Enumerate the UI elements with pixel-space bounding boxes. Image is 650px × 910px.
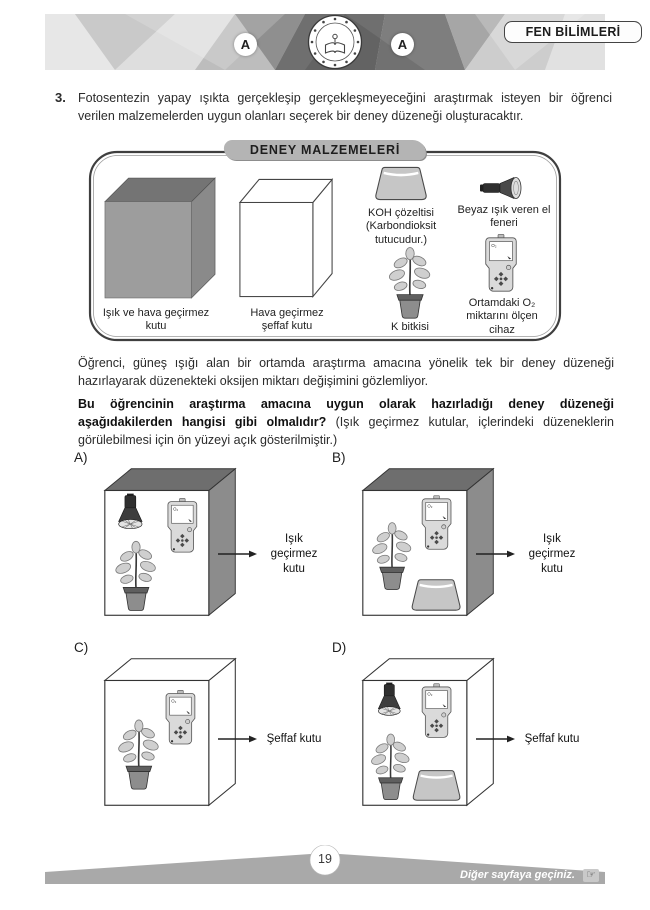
booklet-type-right: A [391, 33, 414, 56]
material-label: Hava geçirmez şeffaf kutu [250, 307, 324, 333]
stem-bold: Bu öğrencinin araştırma amacına uygun olarak hazırladığı deney düzeneği aşağıdakilerden hangisi gibi olmalıdır? [78, 397, 614, 429]
material-label: Beyaz ışık veren el feneri [457, 204, 551, 230]
box-type-label: Işık geçirmez kutu [270, 533, 318, 575]
box-callout [476, 532, 584, 577]
box-type-label: Şeffaf kutu [266, 733, 322, 745]
stem-note: (Işık geçirmez kutular, içlerindeki düzeneklerin görülebilmesi için ön yüzeyi açık gösterilmiştir.) [78, 414, 614, 447]
material-label: K bitkisi [391, 321, 429, 333]
arrow-icon [218, 734, 258, 744]
material-label: Işık ve hava geçirmez kutu [102, 307, 210, 333]
subject-badge: FEN BİLİMLERİ [504, 21, 642, 43]
page-number: 19 [318, 852, 332, 866]
material-label: KOH çözeltisi (Karbondioksit tutucudur.) [365, 207, 437, 246]
lightproof-box-icon [103, 176, 217, 300]
option-letter: B) [332, 450, 346, 465]
arrow-icon [476, 549, 516, 559]
option-letter: A) [74, 450, 88, 465]
question-block [55, 90, 615, 126]
box-type-label: Şeffaf kutu [524, 733, 580, 745]
arrow-icon [476, 734, 516, 744]
next-page-note: Diğer sayfaya geçiniz. [460, 869, 575, 881]
option-c[interactable] [60, 638, 322, 828]
option-b[interactable] [318, 448, 576, 638]
koh-jar-icon [413, 771, 460, 801]
materials-panel [88, 143, 562, 342]
option-a[interactable] [60, 448, 318, 638]
hand-pointer-icon: ☞ [583, 869, 599, 882]
o2-meter-icon [484, 234, 518, 295]
o2-meter-icon [422, 496, 451, 550]
koh-jar-icon [412, 580, 460, 610]
scenario-text: Öğrenci, güneş ışığı alan bir ortamda araştırma amacına yönelik tek bir deney düzeneği hazırlayarak düzenekteki oksijen miktarı değişimini gözlemliyor. [78, 356, 614, 388]
question-intro: Fotosentezin yapay ışıkta gerçekleşip gerçekleşmeyeceğini araştırmak isteyen bir öğrenci verilen malzemelerden uygun olanları seçerek bir deney düzeneği oluşturacaktır. [78, 91, 612, 123]
option-letter: D) [332, 640, 347, 655]
materials-title: DENEY MALZEMELERİ [224, 140, 426, 160]
koh-jar-icon [374, 164, 428, 203]
plant-icon [382, 246, 438, 319]
o2-meter-icon [166, 690, 195, 744]
box-callout [218, 732, 326, 747]
box-callout [218, 532, 326, 577]
box-type-label: Işık geçirmez kutu [528, 533, 576, 575]
booklet-type-left: A [234, 33, 257, 56]
arrow-icon [218, 549, 258, 559]
flashlight-icon [480, 176, 528, 200]
o2-meter-icon [168, 498, 197, 552]
question-number: 3. [55, 90, 66, 105]
o2-meter-icon [422, 684, 451, 738]
page-footer [45, 845, 605, 887]
material-label: Ortamdaki O₂ miktarını ölçen cihaz [466, 297, 538, 336]
option-d[interactable] [318, 638, 580, 828]
option-letter: C) [74, 640, 89, 655]
page-header [45, 14, 621, 70]
airtight-clear-box-icon [238, 177, 334, 299]
question-stem [78, 396, 614, 449]
ministry-emblem [307, 14, 363, 70]
box-callout [476, 732, 584, 747]
